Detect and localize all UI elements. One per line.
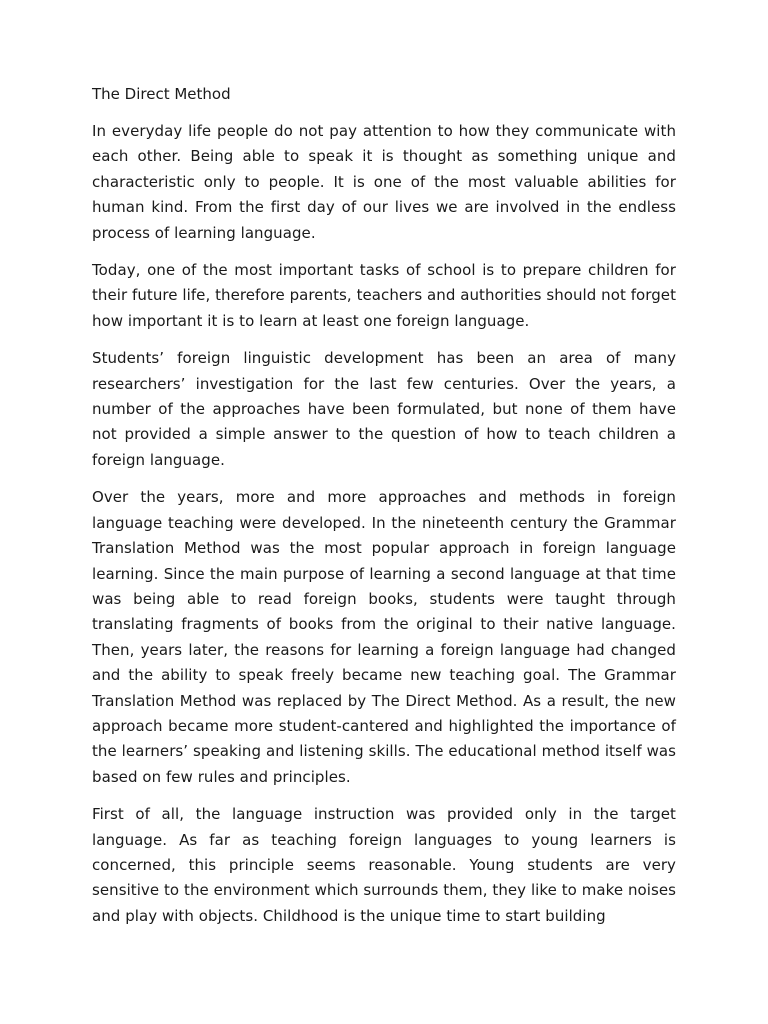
- document-title: The Direct Method: [92, 85, 231, 103]
- paragraph-4: Over the years, more and more approaches and methods in foreign language teaching were developed. In the nineteenth century the Grammar Translation Method was the most popular approach in foreign language learning. Since the main purpose of learning a second language at that time was being able to read foreign books, students were taught through translating fragments of books from the original to their native language. Then, years later, the reasons for learning a foreign language had changed and the ability to speak freely became new teaching goal. The Grammar Translation Method was replaced by The Direct Method. As a result, the new approach became more student-cantered and highlighted the importance of the learners’ speaking and listening skills. The educational method itself was based on few rules and principles.: [92, 488, 676, 786]
- paragraph-3: Students’ foreign linguistic development has been an area of many researchers’ investigation for the last few centuries. Over the years, a number of the approaches have been formulated, but none of them have not provided a simple answer to the question of how to teach children a foreign language.: [92, 349, 676, 469]
- paragraph-2: Today, one of the most important tasks of school is to prepare children for their future life, therefore parents, teachers and authorities should not forget how important it is to learn at least one foreign language.: [92, 261, 676, 330]
- paragraph-5: First of all, the language instruction was provided only in the target language. As far as teaching foreign languages to young learners is concerned, this principle seems reasonable. Young students are very sensitive to the environment which surrounds them, they like to make noises and play with objects. Childhood is the unique time to start building: [92, 805, 676, 925]
- document-body: [92, 82, 676, 941]
- paragraph-1: In everyday life people do not pay attention to how they communicate with each other. Being able to speak it is thought as something unique and characteristic only to people. It is one of the most valuable abilities for human kind. From the first day of our lives we are involved in the endless process of learning language.: [92, 122, 676, 242]
